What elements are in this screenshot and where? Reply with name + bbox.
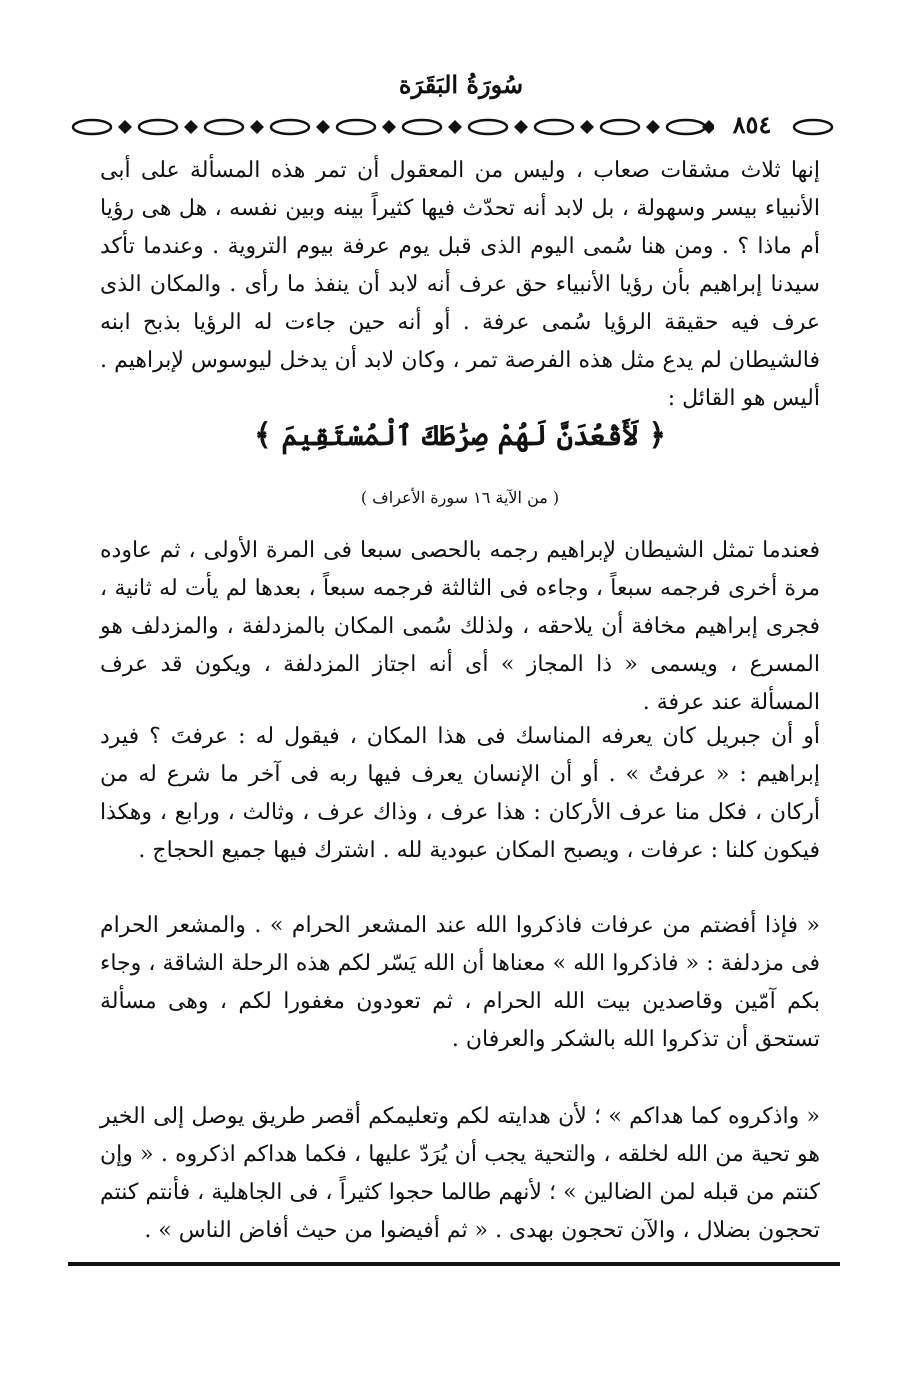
ornament-link: [205, 120, 243, 134]
ornament-link: [535, 120, 573, 134]
ornament-diamond: [646, 120, 660, 134]
ornament-diamond: [184, 120, 198, 134]
page-number: ٨٥٤: [714, 112, 790, 138]
ornament-link: [271, 120, 309, 134]
verse-text: لَأَقْعُدَنَّ لَهُمْ صِرَٰطَكَ ٱلْمُسْتَقِيمَ: [281, 419, 639, 452]
quran-verse: [100, 418, 820, 453]
ornament-link: [794, 120, 832, 134]
paragraph-3: [100, 718, 820, 870]
ornament-link: [73, 120, 111, 134]
verse-open-bracket: ﴿: [648, 418, 667, 453]
ornament-link: [403, 120, 441, 134]
paragraph-5: [100, 1098, 820, 1250]
ornament-diamond: [580, 120, 594, 134]
verse-citation: ( من الآية ١٦ سورة الأعراف ): [360, 488, 560, 507]
ornament-link: [469, 120, 507, 134]
surah-title: سُورَةُ البَقَرَة: [398, 70, 524, 99]
paragraph-2: [100, 532, 820, 722]
paragraph-text: إنها ثلاث مشقات صعاب ، وليس من المعقول أن تمر هذه المسألة على أبى الأنبياء بيسر وسهولة ، بل لابد أنه تحدّث فيها كثيراً بينه وبين نفسه ، هل هى رؤيا أم ماذا ؟ . ومن هنا سُمى اليوم الذى قبل يوم عرفة بيوم التروية . وعندما تأكد سيدنا إبراهيم بأن رؤيا الأنبياء حق عرف أنه لابد أن ينفذ ما رأى . والمكان الذى عرف فيه حقيقة الرؤيا سُمى عرفة . أو أنه حين جاءت له الرؤيا بذبح ابنه فالشيطان لم يدع مثل هذه الفرصة تمر ، وكان لابد أن يدخل ليوسوس لإبراهيم . أليس هو القائل :: [100, 158, 820, 411]
ornament-link: [601, 120, 639, 134]
ornament-link: [337, 120, 375, 134]
paragraph-text: « واذكروه كما هداكم » ؛ لأن هدايته لكم وتعليمكم أقصر طريق يوصل إلى الخير هو تحية من الله لخلقه ، والتحية يجب أن يُرَدّ عليها ، فكما هداكم اذكروه . « وإن كنتم من قبله لمن الضالين » ؛ لأنهم طالما حجوا كثيراً ، فى الجاهلية ، فأنتم كنتم تحجون بضلال ، والآن تحجون بهدى . « ثم أفيضوا من حيث أفاض الناس » .: [100, 1104, 820, 1243]
paragraph-text: أو أن جبريل كان يعرفه المناسك فى هذا المكان ، فيقول له : عرفتَ ؟ فيرد إبراهيم : « عرفتُ » . أو أن الإنسان يعرف فيها ربه فى آخر ما شرع له من أركان ، فكل منا عرف الأركان : هذا عرف ، وذاك عرف ، وثالث ، ورابع ، وهكذا فيكون كلنا : عرفات ، ويصبح المكان عبودية لله . اشترك فيها جميع الحجاج .: [100, 724, 820, 863]
ornament-diamond: [118, 120, 132, 134]
ornament-diamond: [448, 120, 462, 134]
paragraph-4: [100, 907, 820, 1059]
paragraph-1: [100, 152, 820, 418]
footer-rule: [68, 1262, 840, 1266]
paragraph-text: فعندما تمثل الشيطان لإبراهيم رجمه بالحصى سبعا فى المرة الأولى ، ثم عاوده مرة أخرى فرجمه سبعاً ، وجاءه فى الثالثة فرجمه سبعاً ، بعدها لم يأت له ثانية ، فجرى إبراهيم مخافة أن يلاحقه ، ولذلك سُمى المكان بالمزدلفة ، والمزدلف هو المسرع ، ويسمى « ذا المجاز » أى أنه اجتاز المزدلفة ، ويكون قد عرف المسألة عند عرفة .: [100, 538, 820, 715]
verse-close-bracket: ﴾: [253, 418, 272, 453]
paragraph-text: « فإذا أفضتم من عرفات فاذكروا الله عند المشعر الحرام » . والمشعر الحرام فى مزدلفة : « فاذكروا الله » معناها أن الله يَسّر لكم هذه الرحلة الشاقة ، وجاء بكم آمّين وقاصدين بيت الله الحرام ، ثم تعودون مغفورا لكم ، وهى مسألة تستحق أن تذكروا الله بالشكر والعرفان .: [100, 913, 820, 1052]
ornament-diamond: [382, 120, 396, 134]
ornament-diamond: [316, 120, 330, 134]
ornament-diamond: [514, 120, 528, 134]
ornament-link: [139, 120, 177, 134]
ornament-diamond: [250, 120, 264, 134]
ornament-link: [667, 120, 705, 134]
